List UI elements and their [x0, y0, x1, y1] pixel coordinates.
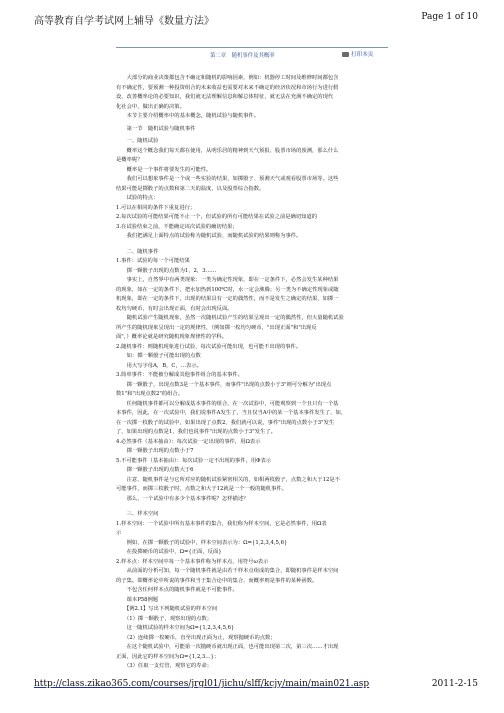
body-line: 这一随机试验的样本空间为Ω={1,2,3,4,5,6} — [116, 625, 235, 631]
body-line: 5.不可能事件（基本抽由）：每次试验一定不出现的事件，用Φ表示 — [116, 457, 272, 464]
body-line: 事实上，自然界中有两类现象：一类为确定性现象，即在一定条件下，必然会发生某种结果 — [116, 277, 339, 283]
body-line: 二、随机事件 — [116, 248, 159, 255]
body-line: 【例2.1】写出下列随机试验的样本空间 — [116, 606, 218, 612]
article-body — [116, 74, 388, 672]
body-line: 1.可以在相同的条件下重复进行； — [116, 204, 196, 211]
body-line: 用大写字母A，B，C，…表示。 — [116, 362, 202, 369]
body-line: 如：掷一颗骰子可能出现的点数 — [116, 353, 201, 359]
body-line: 我们把满足上面特点的试验称为随机试验，而随机试验的结果则称为事件。 — [116, 233, 302, 239]
body-line: 正面，因此它的样本空间为Ω={1,2,3…}； — [116, 653, 220, 660]
body-line: 在投掷硬币的试验中，Ω={正面，反面} — [116, 549, 222, 555]
body-line: 是概率呢？ — [116, 157, 143, 163]
body-line: 三、样本空间 — [116, 511, 159, 517]
body-line: 数1"和"出现点数2"的组合。 — [116, 391, 184, 397]
body-line: 在这个随机试验中，可能第一次抛硬币就出现正面，也可能出现第二次，第三次……才出现 — [116, 644, 339, 650]
body-line: （2）连续掷一枚硬币，直至出现正面为止，观察抛硬币的点数； — [116, 634, 276, 641]
body-line: 2.随机事件：则随机现象进行试验，每次试验可能出现，也可能不出现的事件。 — [116, 343, 302, 350]
body-line: 了，如果出现的点数是1，我们也说事件"出现的点数小于3"发生了。 — [116, 429, 276, 435]
body-line: 一、随机试验 — [116, 138, 159, 144]
body-line: 掷一颗骰子出现的点数为1，2，3…… — [116, 267, 217, 274]
body-line: 的子集。即概率论中所说的事件和当于集合论中的集合，而概率则是事件的某种函数。 — [116, 577, 318, 584]
chapter-band — [116, 47, 388, 61]
body-line: 示 — [116, 530, 122, 536]
footer-date: 2011-2-15 — [431, 679, 478, 689]
body-line: 的现象，如在一定的条件下，把水加热到100℃时，水一定会沸腾；另一类为不确定性现象或随 — [116, 286, 339, 293]
body-line: 有不确定性，要预测一种投资组合的未来收益也需要对未来不确定的经济状况和市场行为进行假 — [116, 84, 339, 91]
body-line: 我们可以想象事件是一个或一些实验的结果，如掷骰子、预测天气或观看股票市场等。这些 — [116, 176, 339, 182]
body-line: 化社会中，做出正确的决策。 — [116, 103, 185, 110]
body-line: 课本P58例题 — [116, 596, 159, 603]
body-line: 机现象，即在一定的条件下，出现的结果具有一定的偶然性，而不是发生之确定的结果，如掷一 — [116, 296, 339, 302]
body-line: 掷一颗骰子，出现点数3是一个基本事件，而事件"出现的点数小于3"则可分解为"出现点 — [116, 381, 332, 388]
footer-url[interactable]: http://class.zikao365.com/courses/jrgl01/jichu/slff/kcjy/main/main021.asp — [34, 679, 370, 689]
body-line: 掷一颗骰子出现的点数大于6 — [116, 467, 194, 473]
body-line: 从前面的分析可知，每一个随机事件就是由若干样本点组成的集合，即随机事件是样本空间 — [116, 568, 339, 574]
body-line: 设，改善概率论的必要知识，我们就无法理解信息和解总体特征，就无法在充满不确定的现代 — [116, 94, 334, 100]
body-line: 那么，一个试验中有多少个基本事件呢？怎样描述？ — [116, 495, 249, 502]
body-line: 例如，在掷一颗骰子的试验中，样本空间表示为：Ω={1,2,3,4,5,6} — [116, 539, 288, 546]
body-line: 本事件，因此，在一次试验中，我们说事件A发生了，当且仅当A中的某一个基本事件发生了，如， — [116, 410, 347, 416]
body-line: 结果可能是掷骰子的点数和第二天的温度，以及股票综合指数。 — [116, 185, 265, 192]
body-line: 2.每次试验的可能结果可能不止一个，但试验的所有可能结果在试验之前是确切知道的 — [116, 214, 318, 220]
body-line: 所产生的随机现象呈现出一定的规律性，（例如掷一枚均匀硬币，"出现正面"和"出现反 — [116, 324, 317, 331]
body-line: 3.简单事件：不能被分解成其他事件组合的基本事件。 — [116, 372, 243, 378]
body-line: 2.样本点：样本空间中每一个基本事件称为样本点，用符号ω表示 — [116, 558, 269, 565]
body-line: 可能事件，而掷三枚骰子时，点数之和大于12就是一个一般的随机事件。 — [116, 486, 287, 492]
printer-icon — [342, 52, 349, 57]
body-line: 随机试验产生随机现象，虽然一次随机试验产生的结果呈现出一定的偶然性，但大量随机试验 — [116, 315, 344, 321]
print-link[interactable] — [342, 50, 373, 58]
chapter-title: 第二章 随机事件及其概率 — [210, 53, 275, 59]
body-line: 3.在试验结束之前，不能确定该次试验的确切结果； — [116, 223, 238, 230]
body-line: 掷一颗骰子出现的点数小于7 — [116, 448, 194, 454]
body-line: 第一节 随机试验与随机事件 — [116, 125, 196, 132]
body-line: 试验的特点： — [116, 195, 159, 201]
body-line: 4.必然事件（基本抽由）：每次试验一定出现的事件，用Ω表示 — [116, 438, 261, 445]
body-line: （1）掷一颗骰子，观察出现的点数； — [116, 615, 213, 622]
body-line: （3）任取一支灯管，观察它的寿命； — [116, 663, 213, 669]
body-line: 本节主要介绍概率中的基本概念，随机试验与随机事件。 — [116, 113, 260, 119]
page-footer — [34, 679, 478, 691]
body-line: 概率这个概念我们每天都在使用，从明乐居的精神到天气预报、股票市场的预测，那么什么 — [116, 147, 339, 154]
body-line: 大部分的商业决策都包含不确定和随机的影响因素，例如：机器停工时间及维修时间都包含 — [116, 75, 339, 81]
header-page-number: Page 1 of 10 — [421, 12, 478, 22]
body-line: 枚均匀硬币，有时会出现正面，有时会出现反面。 — [116, 305, 233, 312]
body-line: 注意，随机事件是与它所对应的随机试验紧密相关的，如相两枚骰子，点数之和大于12是不 — [116, 476, 340, 483]
body-line: 概率是一个事件将要发生的可能性。 — [116, 166, 212, 173]
body-line: 在一次掷一枚骰子的试验中，如果出现了点数2，我们就可以说，事件"出现的点数小于3"发生 — [116, 419, 335, 426]
body-line: 面"，）概率论就是研究随机现象规律性的学科。 — [116, 334, 228, 340]
body-line: 1.样本空间：一个试验中所有基本事件的集合，我们称为样本空间，它是必然事件，用Ω表 — [116, 520, 327, 527]
body-line: 1.事件：试验的每一个可能结果 — [116, 258, 190, 264]
header-title: 高等教育自学考试网上辅导《数量方法》 — [34, 16, 214, 27]
page-header — [34, 12, 478, 26]
body-line: 不包含任何样本点的随机事件就是不可能事件。 — [116, 587, 238, 593]
body-line: 任何随机事件都可以分解成基本事件的组合，在一次试验中，可能观察到一个且只有一个基 — [116, 400, 339, 407]
print-label: 打印本页 — [351, 52, 374, 58]
